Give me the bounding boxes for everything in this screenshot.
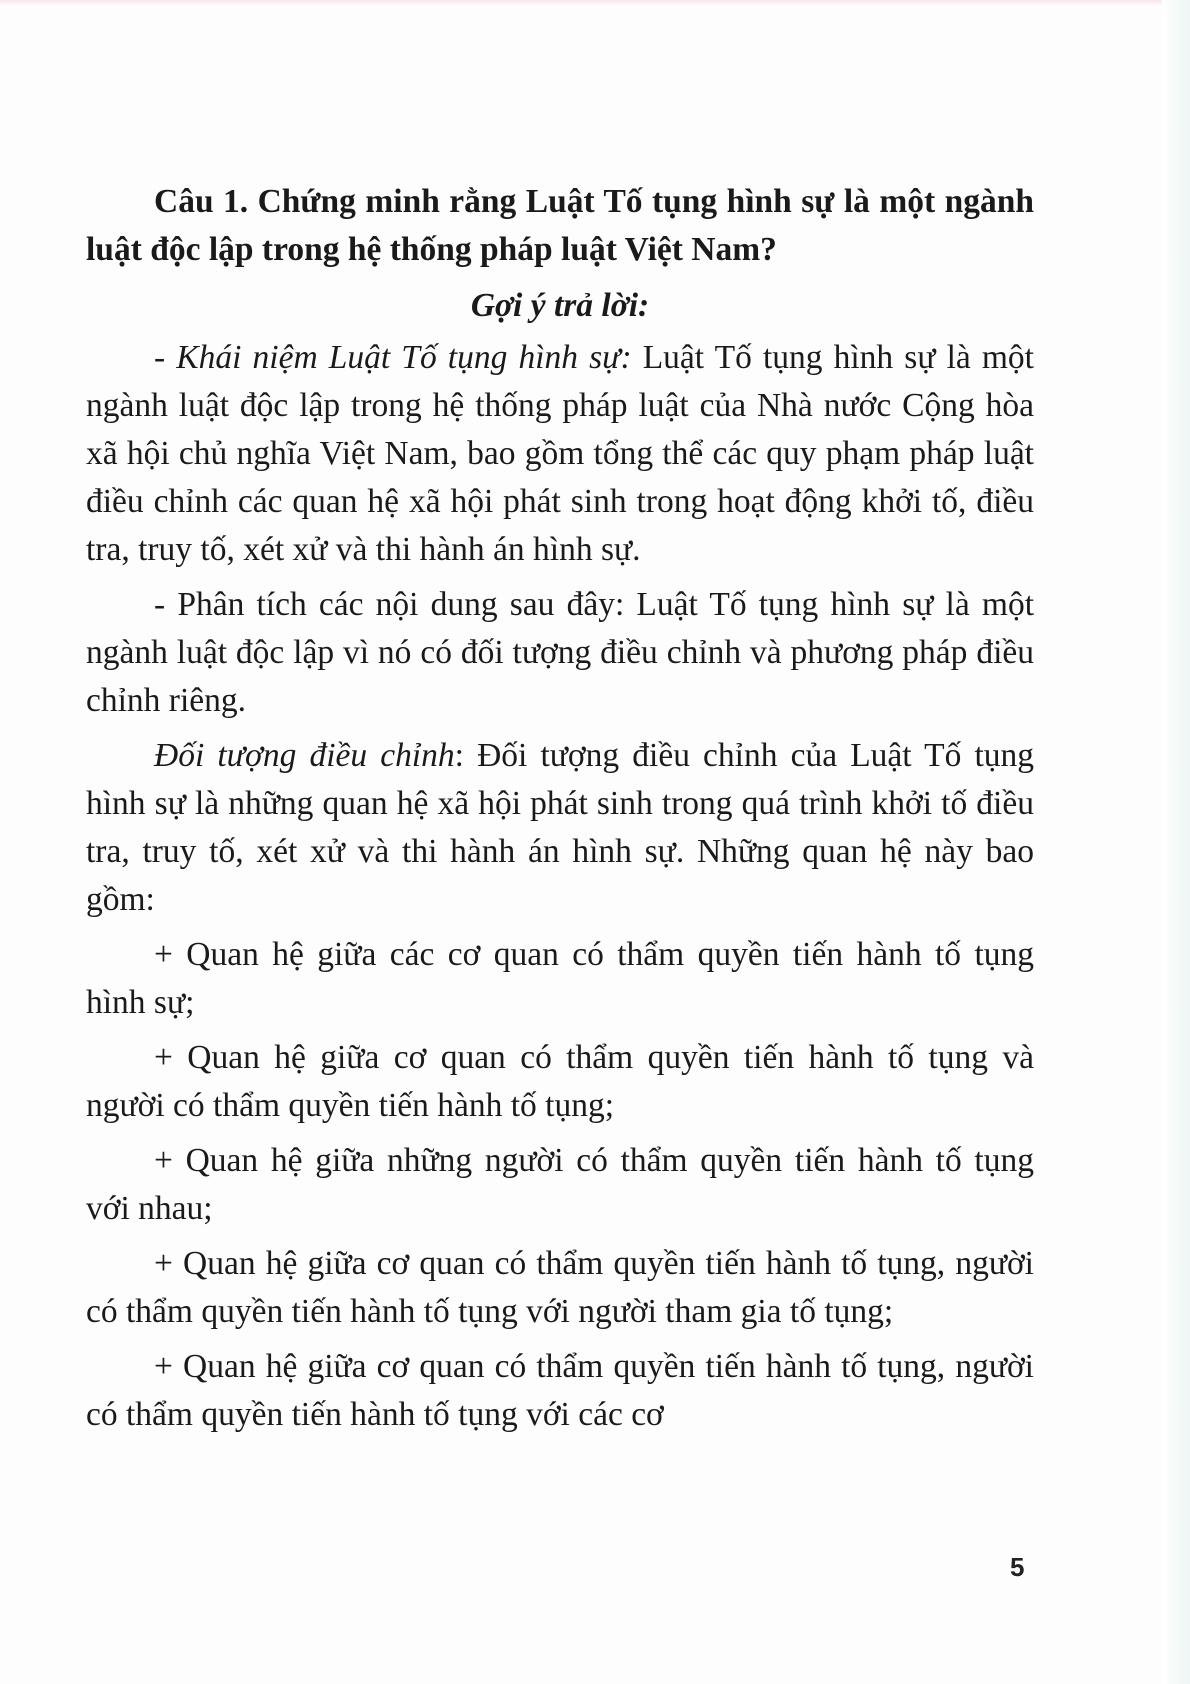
list-item: + Quan hệ giữa cơ quan có thẩm quyền tiến hành tố tụng và người có thẩm quyền tiến hành tố tụng; [86,1039,1034,1124]
paragraph-text-subject: : Đối tượng điều chỉnh của Luật Tố tụng hình sự là những quan hệ xã hội phát sinh trong quá trình khởi tố điều tra, truy tố, xét xử và thi hành án hình sự. Những quan hệ này bao gồm: [86,737,1034,918]
page-content [86,178,1034,1446]
list-item: + Quan hệ giữa những người có thẩm quyền tiến hành tố tụng với nhau; [86,1142,1034,1227]
paragraph-lead-concept: - Khái niệm Luật Tố tụng hình sự: [154,339,632,376]
page-number: 5 [1010,1552,1025,1582]
paragraph-text-concept: Luật Tố tụng hình sự là một ngành luật độc lập trong hệ thống pháp luật của Nhà nước Cộng hòa xã hội chủ nghĩa Việt Nam, bao gồm tổng thể các quy phạm pháp luật điều chỉnh các quan hệ xã hội phát sinh trong hoạt động khởi tố, điều tra, truy tố, xét xử và thi hành án hình sự. [86,339,1034,568]
question-heading: Câu 1. Chứng minh rằng Luật Tố tụng hình sự là một ngành luật độc lập trong hệ thống pháp luật Việt Nam? [86,183,1034,268]
page-top-edge [0,0,1190,6]
paragraph-analysis: - Phân tích các nội dung sau đây: Luật Tố tụng hình sự là một ngành luật độc lập vì nó có đối tượng điều chỉnh và phương pháp điều chỉnh riêng. [86,586,1034,719]
hint-title: Gợi ý trả lời: [470,287,650,324]
page-right-edge [1162,0,1190,1684]
list-item: + Quan hệ giữa cơ quan có thẩm quyền tiến hành tố tụng, người có thẩm quyền tiến hành tố tụng với các cơ [86,1348,1034,1433]
paragraph-subject [86,732,1034,924]
list-item: + Quan hệ giữa các cơ quan có thẩm quyền tiến hành tố tụng hình sự; [86,936,1034,1021]
paragraph-concept [86,334,1034,574]
paragraph-lead-subject: Đối tượng điều chỉnh [154,737,455,774]
list-item: + Quan hệ giữa cơ quan có thẩm quyền tiến hành tố tụng, người có thẩm quyền tiến hành tố tụng với người tham gia tố tụng; [86,1245,1034,1330]
